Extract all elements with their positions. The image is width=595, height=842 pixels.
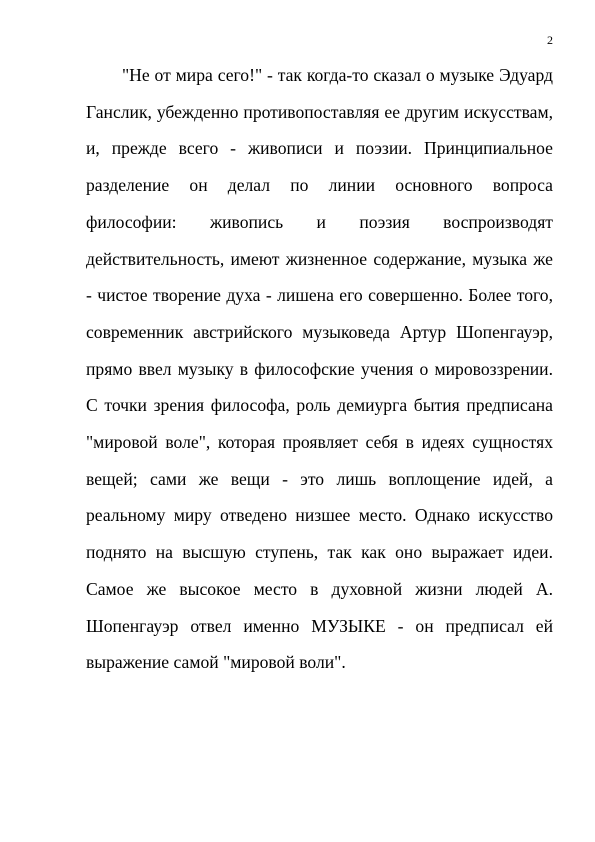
page-number: 2 [547,33,553,47]
body-paragraph: "Не от мира сего!" - так когда-то сказал о музыке Эдуард Ганслик, убежденно противопоставляя ее другим искусствам, и, прежде всего - живописи и поэзии. Принципиальное разделение он делал по линии основного вопроса философии: живопись и поэзия воспроизводят действительность, имеют жизненное содержание, музыка же - чистое творение духа - лишена его совершенно. Более того, современник австрийского музыковеда Артур Шопенгауэр, прямо ввел музыку в философские учения о мировоззрении. С точки зрения философа, роль демиурга бытия предписана "мировой воле", которая проявляет себя в идеях сущностях вещей; сами же вещи - это лишь воплощение идей, а реальному миру отведено низшее место. Однако искусство поднято на высшую ступень, так как оно выражает идеи. Самое же высокое место в духовной жизни людей А. Шопенгауэр отвел именно МУЗЫКЕ - он предписал ей выражение самой "мировой воли". [86,65,553,673]
